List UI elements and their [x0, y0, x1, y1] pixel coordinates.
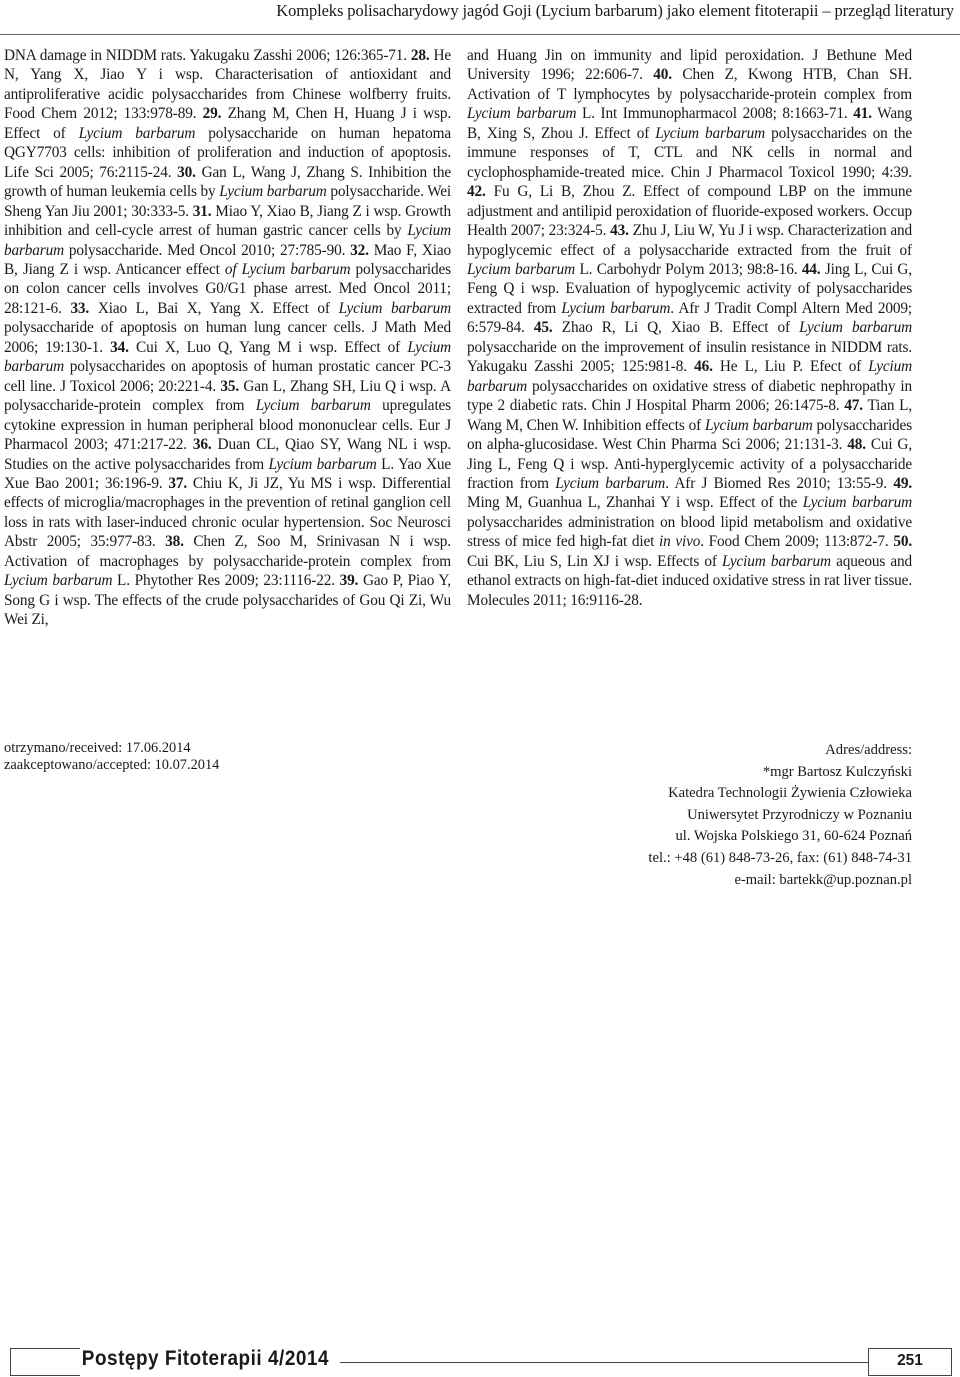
- address-label: Adres/address:: [825, 742, 912, 758]
- received-date: otrzymano/received: 17.06.2014: [4, 740, 191, 756]
- page-footer: [0, 1344, 960, 1377]
- department: Katedra Technologii Żywienia Człowieka: [668, 785, 912, 802]
- email-address[interactable]: e-mail: bartekk@up.poznan.pl: [734, 871, 912, 888]
- university: Uniwersytet Przyrodniczy w Poznaniu: [687, 806, 912, 823]
- footer-left-bracket: [10, 1348, 80, 1376]
- references-left-column: DNA damage in NIDDM rats. Yakugaku Zasshi 2006; 126:365-71. 28. He N, Yang X, Jiao Y i wsp. Characterisation of antioxidant and antiproliferative acidic polysaccharides from Chinese wolfberry fruits. Food Chem 2012; 133:978-89. 29. Zhang M, Chen H, Huang J i wsp. Effect of Lycium barbarum polysaccharide on human hepatoma QGY7703 cells: inhibition of proliferation and induction of apoptosis. Life Sci 2005; 76:2115-24. 30. Gan L, Wang J, Zhang S. Inhibition the growth of human leukemia cells by Lycium barbarum polysaccharide. Wei Sheng Yan Jiu 2001; 30:333-5. 31. Miao Y, Xiao B, Jiang Z i wsp. Growth inhibition and cell-cycle arrest of human gastric cancer cells by Lycium barbarum polysaccharide. Med Oncol 2010; 27:785-90. 32. Mao F, Xiao B, Jiang Z i wsp. Anticancer effect of Lycium barbarum polysaccharides on colon cancer cells involves G0/G1 phase arrest. Med Oncol 2011; 28:121-6. 33. Xiao L, Bai X, Yang X. Effect of Lycium barbarum polysaccharide of apoptosis on human lung cancer cells. J Math Med 2006; 19:130-1. 34. Cui X, Luo Q, Yang M i wsp. Effect of Lycium barbarum polysaccharides on apoptosis of human prostatic cancer PC-3 cell line. J Toxicol 2006; 20:221-4. 35. Gan L, Zhang SH, Liu Q i wsp. A polysaccharide-protein complex from Lycium barbarum upregulates cytokine expression in human peripheral blood mononuclear cells. Eur J Pharmacol 2003; 471:217-22. 36. Duan CL, Qiao SY, Wang NL i wsp. Studies on the active polysaccharides from Lycium barbarum L. Yao Xue Xue Bao 2001; 36:196-9. 37. Chiu K, Ji JZ, Yu MS i wsp. Differential effects of microglia/macrophages in the prevention of retinal ganglion cell loss in rats with laser-induced chronic ocular hypertension. Soc Neurosci Abstr 2005; 35:977-83. 38. Chen Z, Soo M, Srinivasan N i wsp. Activation of macrophages by polysaccharide-protein complex from Lycium barbarum L. Phytother Res 2009; 23:1116-22. 39. Gao P, Piao Y, Song G i wsp. The effects of the crude polysaccharides of Gou Qi Zi, Wu Wei Zi,: [4, 47, 452, 629]
- header-title: Kompleks polisacharydowy jagód Goji (Lycium barbarum) jako element fitoterapii – przegląd literatury: [276, 1, 954, 20]
- correspondence-address: [648, 740, 912, 891]
- journal-name: Postępy Fitoterapii 4/2014: [80, 1347, 340, 1371]
- references-right-column: and Huang Jin on immunity and lipid peroxidation. J Bethune Med University 1996; 22:606-7. 40. Chen Z, Kwong HTB, Chan SH. Activation of T lymphocytes by polysaccharide-protein complex from Lycium barbarum L. Int Immunopharmacol 2008; 8:1663-71. 41. Wang B, Xing S, Zhou J. Effect of Lycium barbarum polysaccharides on the immune responses of T, CTL and NK cells in normal and cyclophosphamide-treated mice. Chin J Pharmacol Toxicol 1990; 4:39. 42. Fu G, Li B, Zhou Z. Effect of compound LBP on the immune adjustment and antilipid peroxidation of fluoride-exposed workers. Occup Health 2007; 23:324-5. 43. Zhu J, Liu W, Yu J i wsp. Characterization and hypoglycemic effect of a polysaccharide extracted from the fruit of Lycium barbarum L. Carbohydr Polym 2013; 98:8-16. 44. Jing L, Cui G, Feng Q i wsp. Evaluation of hypoglycemic activity of polysaccharides extracted from Lycium barbarum. Afr J Tradit Compl Altern Med 2009; 6:579-84. 45. Zhao R, Li Q, Xiao B. Effect of Lycium barbarum polysaccharide on the improvement of insulin resistance in NIDDM rats. Yakugaku Zasshi 2005; 125:981-8. 46. He L, Liu P. Efect of Lycium barbarum polysaccharides on oxidative stress of diabetic nephropathy in type 2 diabetic rats. Chin J Hospital Pharm 2006; 26:1475-8. 47. Tian L, Wang M, Chen W. Inhibition effects of Lycium barbarum polysaccharides on alpha-glucosidase. West Chin Pharma Sci 2006; 21:131-3. 48. Cui G, Jing L, Feng Q i wsp. Anti-hyperglycemic activity of a polysaccharide fraction from Lycium barbarum. Afr J Biomed Res 2010; 13:55-9. 49. Ming M, Guanhua L, Zhanhai Y i wsp. Effect of the Lycium barbarum polysaccharides administration on blood lipid metabolism and oxidative stress of mice fed high-fat diet in vivo. Food Chem 2009; 113:872-7. 50. Cui BK, Liu S, Lin XJ i wsp. Effects of Lycium barbarum aqueous and ethanol extracts on high-fat-diet induced oxidative stress in rat liver tissue. Molecules 2011; 16:9116-28.: [467, 47, 913, 609]
- phone-fax: tel.: +48 (61) 848-73-26, fax: (61) 848-74-31: [648, 849, 912, 866]
- accepted-date: zaakceptowano/accepted: 10.07.2014: [4, 756, 220, 773]
- page-number: 251: [897, 1352, 923, 1369]
- received-dates: [4, 740, 219, 773]
- running-header: [0, 0, 960, 35]
- author-name: *mgr Bartosz Kulczyński: [762, 763, 912, 780]
- street-address: ul. Wojska Polskiego 31, 60-624 Poznań: [675, 828, 912, 845]
